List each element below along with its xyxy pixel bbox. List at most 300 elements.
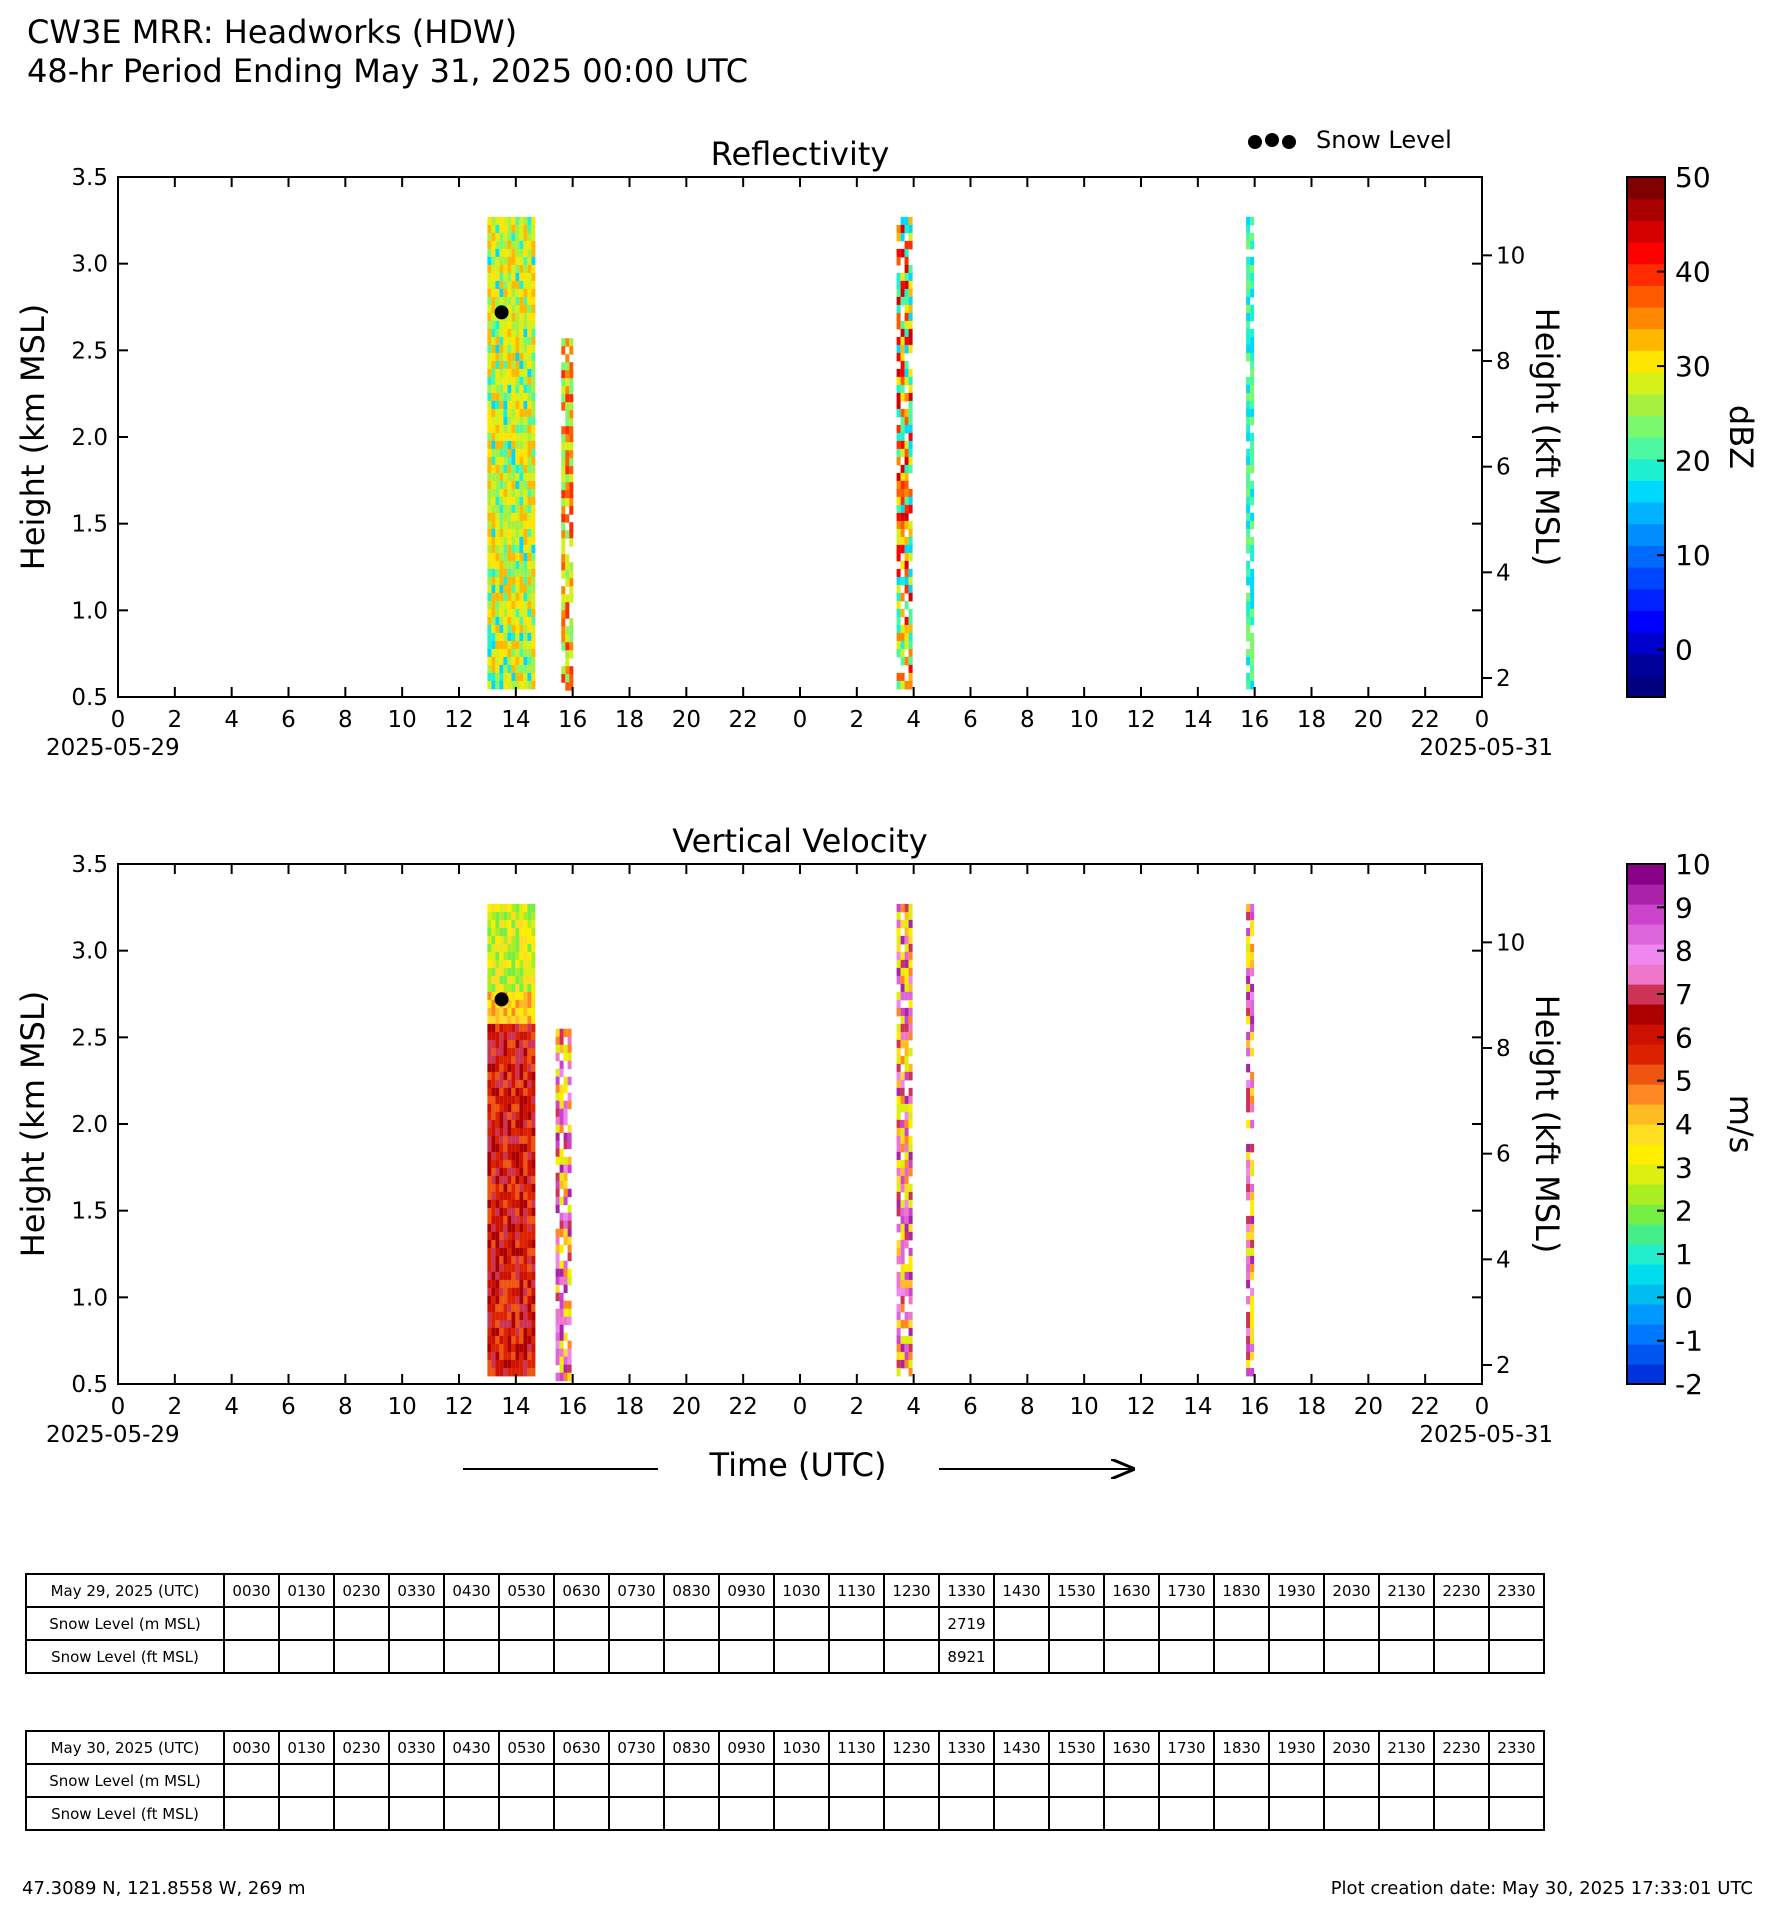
echo-cell	[487, 601, 491, 610]
echo-cell	[1250, 673, 1254, 682]
echo-cell	[527, 577, 531, 586]
y-tick-label: 1.0	[71, 1285, 108, 1312]
echo-cell	[901, 1240, 905, 1249]
echo-cell	[503, 1240, 507, 1249]
echo-cell	[1246, 337, 1250, 346]
echo-cell	[1246, 545, 1250, 554]
echo-cell	[491, 457, 495, 466]
echo-cell	[909, 681, 913, 690]
echo-cell	[564, 1349, 568, 1358]
echo-cell	[901, 992, 905, 1001]
echo-cell	[499, 1216, 503, 1225]
table-time-cell: 2230	[1434, 1574, 1489, 1607]
echo-cell	[519, 329, 523, 338]
echo-cell	[531, 537, 535, 546]
echo-cell	[491, 1352, 495, 1361]
echo-cell	[515, 257, 519, 266]
echo-cell	[523, 1208, 527, 1217]
colorbar-segment	[1627, 480, 1665, 502]
echo-cell	[909, 968, 913, 977]
echo-cell	[527, 433, 531, 442]
echo-cell	[909, 497, 913, 506]
echo-cell	[503, 681, 507, 690]
echo-cell	[511, 489, 515, 498]
echo-cell	[1250, 217, 1254, 226]
x-tick-label: 18	[614, 1394, 645, 1420]
x-tick-label: 10	[387, 707, 417, 733]
echo-cell	[909, 265, 913, 274]
echo-cell	[1246, 1256, 1250, 1265]
echo-cell	[565, 514, 569, 523]
echo-cell	[491, 1264, 495, 1273]
echo-cell	[1250, 257, 1254, 266]
echo-cell	[511, 617, 515, 626]
table-value-cell	[1049, 1797, 1104, 1830]
colorbar-tick-label: 10	[1675, 539, 1711, 573]
echo-cell	[495, 513, 499, 522]
echo-cell	[499, 1272, 503, 1281]
echo-cell	[523, 481, 527, 490]
echo-cell	[1246, 281, 1250, 290]
echo-cell	[564, 1085, 568, 1094]
echo-cell	[507, 1360, 511, 1369]
echo-cell	[491, 297, 495, 306]
echo-cell	[569, 618, 573, 627]
echo-cell	[527, 241, 531, 250]
echo-cell	[487, 593, 491, 602]
echo-cell	[491, 473, 495, 482]
echo-cell	[527, 593, 531, 602]
table-value-cell	[1269, 1607, 1324, 1640]
echo-cell	[511, 928, 515, 937]
echo-cell	[507, 457, 511, 466]
colorbar-segment	[1627, 864, 1665, 885]
echo-cell	[503, 1352, 507, 1361]
echo-cell	[519, 1296, 523, 1305]
echo-cell	[897, 1184, 901, 1193]
table-value-cell	[1324, 1764, 1379, 1797]
echo-cell	[519, 481, 523, 490]
echo-cell	[519, 1152, 523, 1161]
echo-cell	[531, 1120, 535, 1129]
echo-cell	[531, 585, 535, 594]
echo-cell	[1246, 1184, 1250, 1193]
echo-cell	[487, 417, 491, 426]
echo-cell	[507, 1104, 511, 1113]
echo-cell	[897, 1072, 901, 1081]
echo-cell	[491, 1000, 495, 1009]
echo-cell	[491, 1336, 495, 1345]
echo-cell	[495, 217, 499, 226]
echo-cell	[1246, 537, 1250, 546]
echo-cell	[1250, 1024, 1254, 1033]
echo-cell	[523, 1264, 527, 1273]
echo-cell	[495, 425, 499, 434]
table-time-cell: 1530	[1049, 1731, 1104, 1764]
echo-cell	[897, 313, 901, 322]
echo-cell	[491, 241, 495, 250]
echo-cell	[491, 233, 495, 242]
echo-cell	[531, 1008, 535, 1017]
echo-cell	[897, 1112, 901, 1121]
echo-cell	[487, 641, 491, 650]
echo-cell	[569, 426, 573, 435]
echo-cell	[901, 337, 905, 346]
echo-cell	[515, 569, 519, 578]
echo-cell	[527, 1312, 531, 1321]
echo-cell	[523, 1104, 527, 1113]
echo-cell	[531, 225, 535, 234]
echo-cell	[515, 553, 519, 562]
echo-cell	[487, 1344, 491, 1353]
echo-cell	[564, 1181, 568, 1190]
echo-cell	[897, 633, 901, 642]
echo-cell	[1250, 1328, 1254, 1337]
echo-cell	[560, 1373, 564, 1382]
echo-cell	[491, 505, 495, 514]
echo-cell	[527, 1320, 531, 1329]
echo-cell	[503, 545, 507, 554]
echo-cell	[491, 936, 495, 945]
echo-cell	[515, 1048, 519, 1057]
echo-cell	[909, 1184, 913, 1193]
x-tick-label: 6	[281, 707, 296, 733]
table-value-cell	[829, 1797, 884, 1830]
echo-cell	[909, 912, 913, 921]
echo-cell	[515, 936, 519, 945]
echo-cell	[1250, 1048, 1254, 1057]
echo-cell	[909, 489, 913, 498]
echo-cell	[495, 521, 499, 530]
echo-cell	[491, 377, 495, 386]
echo-cell	[531, 1064, 535, 1073]
colorbar-segment	[1627, 264, 1665, 286]
echo-cell	[503, 952, 507, 961]
echo-cell	[565, 418, 569, 427]
echo-cell	[495, 281, 499, 290]
echo-cell	[901, 409, 905, 418]
echo-cell	[569, 578, 573, 587]
echo-cell	[901, 289, 905, 298]
y-tick-label: 1.0	[71, 598, 108, 625]
table-time-cell: 1830	[1214, 1574, 1269, 1607]
echo-cell	[487, 960, 491, 969]
echo-cell	[515, 481, 519, 490]
echo-cell	[569, 402, 573, 411]
echo-cell	[905, 425, 909, 434]
echo-cell	[1246, 904, 1250, 913]
echo-cell	[511, 537, 515, 546]
echo-cell	[531, 1280, 535, 1289]
echo-cell	[523, 1360, 527, 1369]
echo-cell	[901, 321, 905, 330]
echo-cell	[1250, 369, 1254, 378]
echo-cell	[495, 1088, 499, 1097]
echo-cell	[560, 1101, 564, 1110]
echo-cell	[561, 586, 565, 595]
echo-cell	[511, 1216, 515, 1225]
echo-cell	[499, 369, 503, 378]
echo-cell	[523, 1088, 527, 1097]
echo-cell	[511, 353, 515, 362]
echo-cell	[503, 385, 507, 394]
echo-cell	[527, 912, 531, 921]
echo-cell	[531, 1320, 535, 1329]
echo-cell	[507, 1032, 511, 1041]
echo-cell	[511, 1288, 515, 1297]
echo-cell	[527, 633, 531, 642]
echo-cell	[495, 920, 499, 929]
echo-cell	[523, 1344, 527, 1353]
echo-cell	[519, 1168, 523, 1177]
echo-cell	[511, 936, 515, 945]
echo-cell	[531, 1296, 535, 1305]
echo-cell	[568, 1213, 572, 1222]
echo-cell	[523, 393, 527, 402]
echo-cell	[531, 1016, 535, 1025]
echo-cell	[491, 497, 495, 506]
echo-cell	[507, 497, 511, 506]
echo-cell	[531, 1136, 535, 1145]
echo-cell	[909, 1224, 913, 1233]
echo-cell	[901, 633, 905, 642]
echo-cell	[503, 936, 507, 945]
echo-cell	[499, 401, 503, 410]
echo-cell	[503, 297, 507, 306]
echo-cell	[527, 297, 531, 306]
echo-cell	[495, 609, 499, 618]
echo-cell	[491, 353, 495, 362]
echo-cell	[511, 1208, 515, 1217]
echo-cell	[523, 1168, 527, 1177]
echo-cell	[527, 649, 531, 658]
echo-cell	[491, 1224, 495, 1233]
echo-cell	[1246, 1040, 1250, 1049]
echo-cell	[1246, 1032, 1250, 1041]
echo-cell	[909, 441, 913, 450]
echo-cell	[499, 1072, 503, 1081]
echo-cell	[523, 321, 527, 330]
echo-cell	[495, 984, 499, 993]
echo-cell	[564, 1029, 568, 1038]
echo-cell	[569, 482, 573, 491]
echo-cell	[491, 944, 495, 953]
table-value-cell	[224, 1607, 279, 1640]
echo-cell	[531, 257, 535, 266]
echo-cell	[515, 513, 519, 522]
echo-cell	[503, 441, 507, 450]
echo-cell	[487, 968, 491, 977]
echo-cell	[499, 529, 503, 538]
echo-cell	[568, 1101, 572, 1110]
echo-cell	[556, 1093, 560, 1102]
table-value-cell	[499, 1607, 554, 1640]
echo-cell	[905, 569, 909, 578]
echo-cell	[905, 377, 909, 386]
echo-cell	[507, 1152, 511, 1161]
table-value-cell	[1379, 1797, 1434, 1830]
echo-cell	[487, 1080, 491, 1089]
echo-cell	[1250, 313, 1254, 322]
echo-cell	[565, 490, 569, 499]
table-value-cell	[1049, 1764, 1104, 1797]
echo-cell	[527, 1112, 531, 1121]
echo-cell	[495, 1064, 499, 1073]
echo-cell	[503, 377, 507, 386]
x-tick-label: 12	[444, 707, 474, 733]
snow-level-table-may30	[25, 1730, 1545, 1831]
echo-cell	[519, 1288, 523, 1297]
echo-cell	[905, 225, 909, 234]
echo-cell	[499, 1344, 503, 1353]
echo-cell	[511, 1176, 515, 1185]
echo-cell	[515, 1152, 519, 1161]
echo-cell	[519, 1088, 523, 1097]
echo-cell	[519, 1048, 523, 1057]
echo-cell	[565, 674, 569, 683]
echo-cell	[515, 960, 519, 969]
echo-cell	[515, 673, 519, 682]
x-tick-label: 22	[728, 707, 758, 733]
echo-cell	[491, 481, 495, 490]
echo-cell	[569, 458, 573, 467]
echo-cell	[909, 289, 913, 298]
echo-cell	[519, 1136, 523, 1145]
y-tick-label: 0.5	[71, 1372, 108, 1398]
echo-cell	[564, 1333, 568, 1342]
echo-cell	[499, 1080, 503, 1089]
echo-cell	[531, 593, 535, 602]
echo-cell	[499, 1048, 503, 1057]
echo-cell	[564, 1077, 568, 1086]
echo-cell	[511, 593, 515, 602]
echo-cell	[499, 944, 503, 953]
echo-cell	[515, 377, 519, 386]
echo-cell	[499, 425, 503, 434]
echo-cell	[561, 450, 565, 459]
echo-cell	[531, 505, 535, 514]
echo-cell	[901, 593, 905, 602]
echo-cell	[499, 1296, 503, 1305]
x-tick-label: 14	[501, 707, 531, 733]
echo-cell	[909, 305, 913, 314]
echo-cell	[519, 1080, 523, 1089]
echo-cell	[495, 928, 499, 937]
echo-cell	[519, 417, 523, 426]
echo-cell	[1246, 345, 1250, 354]
echo-cell	[515, 617, 519, 626]
echo-cell	[487, 377, 491, 386]
echo-cell	[491, 984, 495, 993]
echo-cell	[561, 570, 565, 579]
echo-cell	[491, 1304, 495, 1313]
echo-cell	[527, 1032, 531, 1041]
echo-cell	[495, 489, 499, 498]
echo-cell	[569, 338, 573, 347]
echo-cell	[515, 1168, 519, 1177]
echo-cell	[515, 1272, 519, 1281]
echo-cell	[909, 976, 913, 985]
echo-cell	[523, 1048, 527, 1057]
echo-cell	[487, 257, 491, 266]
echo-cell	[565, 482, 569, 491]
echo-cell	[901, 1088, 905, 1097]
echo-cell	[901, 433, 905, 442]
echo-cell	[897, 992, 901, 1001]
echo-cell	[561, 602, 565, 611]
echo-cell	[897, 1120, 901, 1129]
echo-cell	[495, 465, 499, 474]
echo-cell	[905, 1096, 909, 1105]
echo-cell	[568, 1141, 572, 1150]
echo-cell	[897, 944, 901, 953]
colorbar-tick-label: 0	[1675, 633, 1693, 667]
y-right-tick-label: 10	[1496, 243, 1526, 270]
echo-cell	[556, 1333, 560, 1342]
echo-cell	[503, 920, 507, 929]
echo-cell	[897, 425, 901, 434]
echo-cell	[897, 1000, 901, 1009]
time-axis	[463, 1446, 1133, 1484]
x-tick-label: 18	[614, 707, 645, 733]
echo-cell	[495, 1272, 499, 1281]
echo-cell	[503, 257, 507, 266]
echo-cell	[495, 329, 499, 338]
echo-cell	[1246, 1064, 1250, 1073]
echo-cell	[495, 337, 499, 346]
echo-cell	[1246, 425, 1250, 434]
echo-cell	[491, 1064, 495, 1073]
echo-cell	[569, 474, 573, 483]
echo-cell	[491, 1360, 495, 1369]
echo-cell	[503, 425, 507, 434]
echo-cell	[1250, 1232, 1254, 1241]
echo-cell	[531, 960, 535, 969]
echo-cell	[531, 1240, 535, 1249]
echo-cell	[495, 273, 499, 282]
echo-cell	[560, 1269, 564, 1278]
echo-cell	[519, 401, 523, 410]
echo-cell	[519, 1336, 523, 1345]
echo-cell	[897, 1176, 901, 1185]
echo-cell	[909, 992, 913, 1001]
echo-cell	[503, 1296, 507, 1305]
echo-cell	[487, 1224, 491, 1233]
echo-cell	[1246, 449, 1250, 458]
echo-cell	[560, 1197, 564, 1206]
echo-cell	[503, 273, 507, 282]
echo-cell	[905, 968, 909, 977]
echo-cell	[503, 1224, 507, 1233]
echo-cell	[515, 1320, 519, 1329]
echo-cell	[560, 1301, 564, 1310]
echo-cell	[523, 601, 527, 610]
echo-cell	[507, 593, 511, 602]
echo-cell	[568, 1093, 572, 1102]
echo-cell	[519, 936, 523, 945]
echo-cell	[491, 1312, 495, 1321]
echo-cell	[511, 960, 515, 969]
x-tick-label: 22	[1410, 1394, 1440, 1420]
snow-level-point	[495, 992, 509, 1006]
echo-cell	[499, 1264, 503, 1273]
x-start-date: 2025-05-29	[46, 735, 180, 761]
echo-cell	[901, 952, 905, 961]
echo-cell	[565, 434, 569, 443]
echo-cell	[487, 1256, 491, 1265]
echo-cell	[491, 393, 495, 402]
echo-cell	[495, 561, 499, 570]
